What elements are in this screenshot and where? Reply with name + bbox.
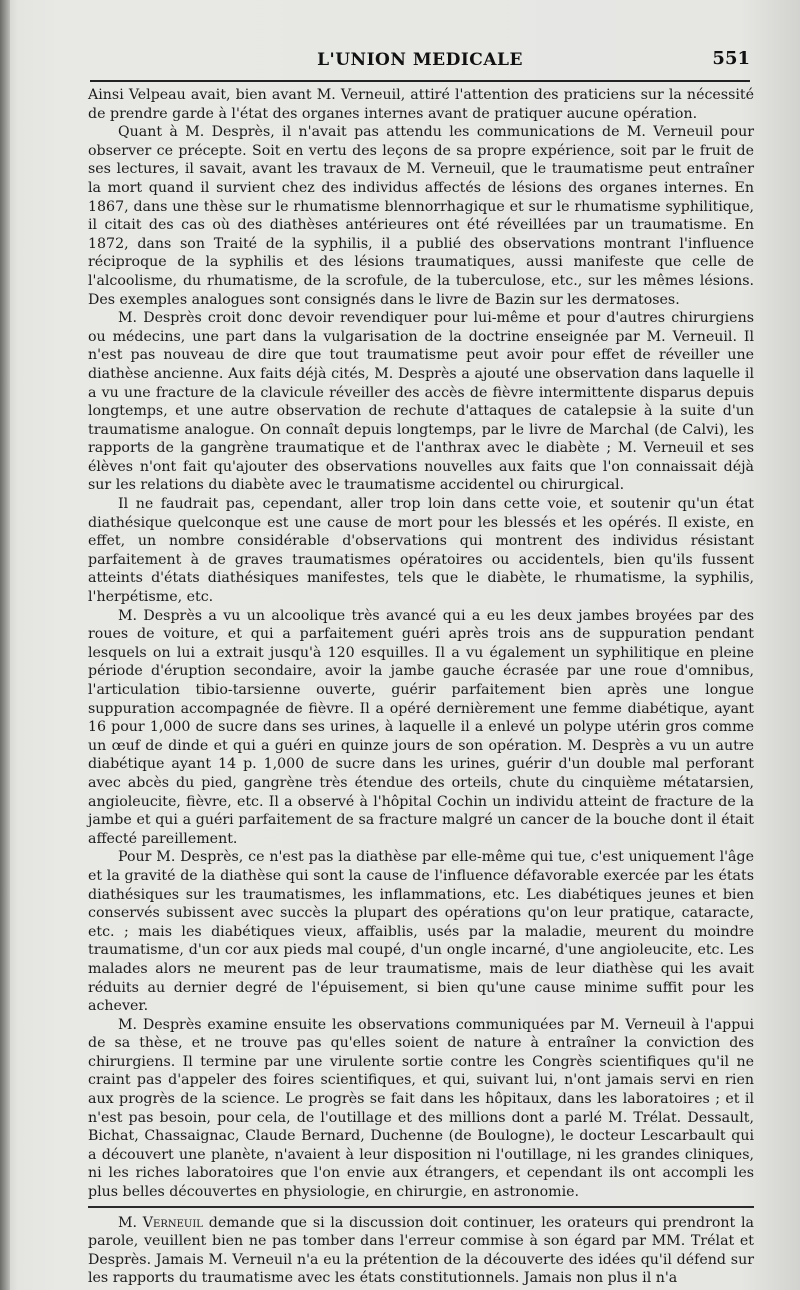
page-edge-shadow: [0, 0, 10, 1290]
paragraph: Ainsi Velpeau avait, bien avant M. Verneuil, attiré l'attention des praticiens sur la nécessité de prendre garde à l'état des organes internes avant de pratiquer aucune opération.: [88, 87, 754, 122]
paragraph: Pour M. Desprès, ce n'est pas la diathèse par elle-même qui tue, c'est uniquement l'âge et la gravité de la diathèse qui sont la cause de l'influence défavorable exercée par les états diathésiques sur les traumatismes, les inflammations, etc. Les diabétiques jeunes et bien conservés subissent avec succès la plupart des opérations qu'on leur pratique, cataracte, etc. ; mais les diabétiques vieux, affaiblis, usés par la maladie, meurent du moindre traumatisme, d'un cor aux pieds mal coupé, d'un ongle incarné, d'une angioleucite, etc. Les malades alors ne meurent pas de leur traumatisme, mais de leur diathèse qui les avait réduits au dernier degré de l'épuisement, si bien qu'une cause minime suffit pour les achever.: [88, 849, 754, 1015]
page-header: [90, 48, 750, 78]
final-paragraph-text: demande que si la discussion doit continuer, les orateurs qui prendront la parole, veuillent bien ne pas tomber dans l'erreur commise à son égard par MM. Trélat et Desprès. Jamais M. Verneuil n'a eu la prétention de la découverte des idées qu'il défend sur les rapports du traumatisme avec les états constitutionnels. Jamais non plus il n'a: [88, 1214, 754, 1287]
page-number: 551: [712, 48, 750, 69]
speaker-name: M. Verneuil: [118, 1214, 203, 1231]
paragraph: Il ne faudrait pas, cependant, aller trop loin dans cette voie, et soutenir qu'un état diathésique quelconque est une cause de mort pour les blessés et les opérés. Il existe, en effet, un nombre considérable d'observations qui montrent des individus résistant parfaitement à de graves traumatismes opératoires ou accidentels, bien qu'ils fussent atteints d'états diathésiques manifestes, tels que le diabète, le rhumatisme, la syphilis, l'herpétisme, etc.: [88, 496, 754, 606]
header-rule: [90, 80, 750, 82]
running-title: L'UNION MEDICALE: [317, 50, 523, 70]
paragraph: Quant à M. Desprès, il n'avait pas attendu les communications de M. Verneuil pour observer ce précepte. Soit en vertu des leçons de sa propre expérience, soit par le fruit de ses lectures, il savait, avant les travaux de M. Verneuil, que le traumatisme peut entraîner la mort quand il survient chez des individus affectés de lésions des organes internes. En 1867, dans une thèse sur le rhumatisme blennorrhagique et sur le rhumatisme syphilitique, il citait des cas où des diathèses antérieures ont été réveillées par un traumatisme. En 1872, dans son Traité de la syphilis, il a publié des observations montrant l'influence réciproque de la syphilis et des lésions traumatiques, aussi manifeste que celle de l'alcoolisme, du rhumatisme, de la scrofule, de la tuberculose, etc., sur les mêmes lésions. Des exemples analogues sont consignés dans le livre de Bazin sur les dermatoses.: [88, 124, 754, 308]
paragraph: M. Desprès examine ensuite les observations communiquées par M. Verneuil à l'appui de sa thèse, et ne trouve pas qu'elles soient de nature à entraîner la conviction des chirurgiens. Il termine par une virulente sortie contre les Congrès scientifiques qu'il ne craint pas d'appeler des foires scientifiques, et qui, suivant lui, n'ont jamais servi en rien aux progrès de la science. Le progrès se fait dans les hôpitaux, dans les laboratoires ; et il n'est pas besoin, pour cela, de l'outillage et des millions dont a parlé M. Trélat. Dessault, Bichat, Chassaignac, Claude Bernard, Duchenne (de Boulogne), le docteur Lescarbault qui a découvert une planète, n'avaient à leur disposition ni l'outillage, ni les grandes cliniques, ni les riches laboratoires que l'on envie aux étrangers, et cependant ils ont accompli les plus belles découvertes en physiologie, en chirurgie, en astronomie.: [88, 1016, 754, 1201]
paragraph: M. Desprès croit donc devoir revendiquer pour lui-même et pour d'autres chirurgiens ou médecins, une part dans la vulgarisation de la doctrine enseignée par M. Verneuil. Il n'est pas nouveau de dire que tout traumatisme peut avoir pour effet de réveiller une diathèse ancienne. Aux faits déjà cités, M. Desprès a ajouté une observation dans laquelle il a vu une fracture de la clavicule réveiller des accès de fièvre intermittente disparus depuis longtemps, et une autre observation de rechute d'attaques de catalepsie à la suite d'un traumatisme analogue. On connaît depuis longtemps, par le livre de Marchal (de Calvi), les rapports de la gangrène traumatique et de l'anthrax avec le diabète ; M. Verneuil et ses élèves n'ont fait qu'ajouter des observations nouvelles aux faits que l'on connaissait déjà sur les relations du diabète avec le traumatisme accidentel ou chirurgical.: [88, 310, 754, 494]
final-paragraph: [88, 1214, 754, 1288]
paragraph: M. Desprès a vu un alcoolique très avancé qui a eu les deux jambes broyées par des roues de voiture, et qui a parfaitement guéri après trois ans de suppuration pendant lesquels on lui a extrait jusqu'à 120 esquilles. Il a vu également un syphilitique en pleine période d'éruption secondaire, avoir la jambe gauche écrasée par une roue d'omnibus, l'articulation tibio-tarsienne ouverte, guérir parfaitement bien après une longue suppuration accompagnée de fièvre. Il a opéré dernièrement une femme diabétique, ayant 16 pour 1,000 de sucre dans ses urines, à laquelle il a enlevé un polype utérin gros comme un œuf de dinde et qui a guéri en quinze jours de son opération. M. Desprès a vu un autre diabétique ayant 14 p. 1,000 de sucre dans les urines, guérir d'un double mal perforant avec abcès du pied, gangrène très étendue des orteils, chute du cinquième métatarsien, angioleucite, fièvre, etc. Il a observé à l'hôpital Cochin un individu atteint de fracture de la jambe et qui a guéri parfaitement de sa fracture malgré un cancer de la bouche dont il était affecté pareillement.: [88, 607, 754, 847]
article-body: [88, 86, 754, 1288]
section-separator: [88, 1206, 754, 1208]
